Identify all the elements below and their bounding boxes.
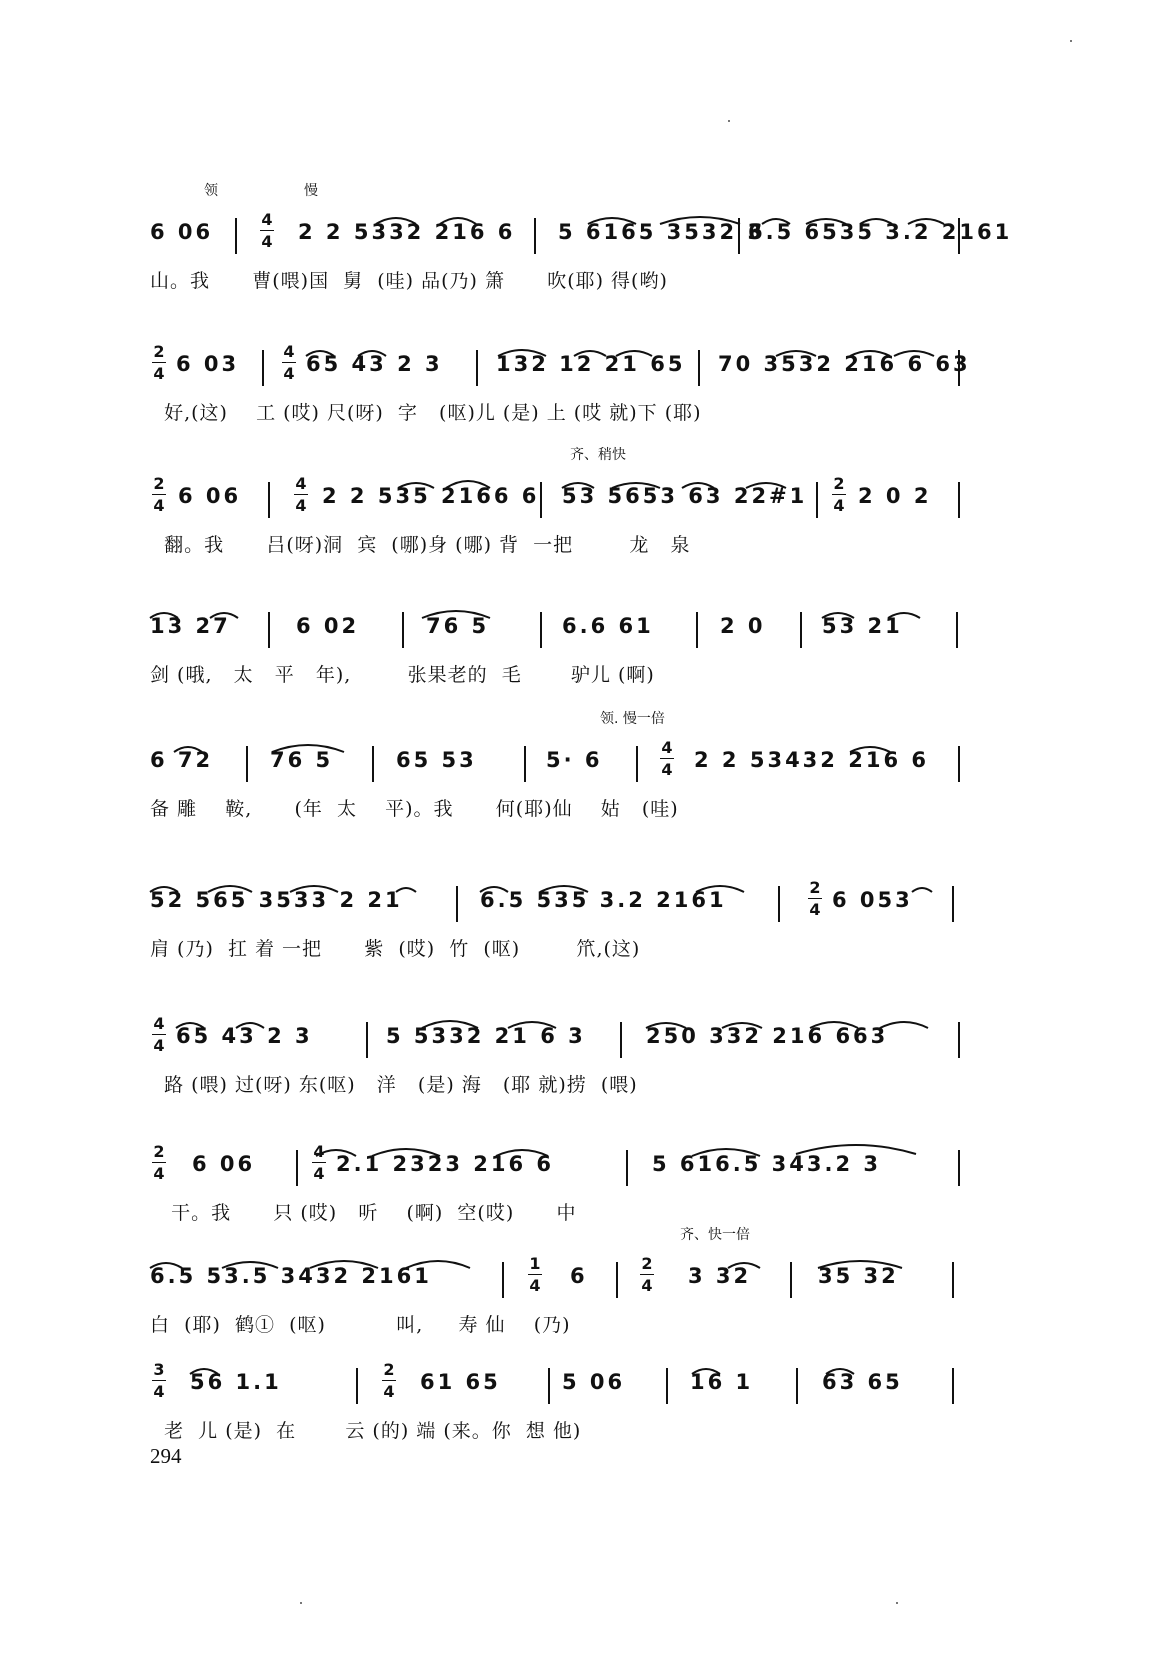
measure-notes: 61 65 xyxy=(420,1370,501,1394)
measure-notes: 5 5332 21 6 3 xyxy=(386,1024,586,1048)
measure-notes: 76 5 xyxy=(270,748,334,772)
measure-notes: 13 27 xyxy=(150,614,231,638)
barline xyxy=(366,1022,368,1058)
measure-notes: 53 5653 63 22#1 xyxy=(562,484,808,508)
measure-notes: 65 43 2 3 xyxy=(176,1024,313,1048)
measure-notes: 56 1.1 xyxy=(190,1370,282,1394)
barline xyxy=(540,612,542,648)
measure-notes: 65 53 xyxy=(396,748,477,772)
barline xyxy=(636,746,638,782)
barline xyxy=(952,1368,954,1404)
notation-line xyxy=(150,1360,1030,1406)
time-signature: 4 4 xyxy=(313,1142,325,1183)
measure-notes: 6 053 xyxy=(832,888,913,912)
performance-mark: 领. 慢一倍 xyxy=(600,711,665,727)
barline xyxy=(626,1150,628,1186)
notation-line xyxy=(150,1142,1030,1188)
notation-line xyxy=(150,474,1030,520)
measure-notes: 2 2 53432 216 6 xyxy=(694,748,929,772)
barline xyxy=(958,350,960,386)
time-signature: 4 4 xyxy=(153,1014,165,1055)
barline xyxy=(790,1262,792,1298)
time-signature: 2 4 xyxy=(383,1360,395,1401)
measure-notes: 6 02 xyxy=(296,614,360,638)
measure-notes: 6.6 61 xyxy=(562,614,654,638)
measure-notes: 5 616.5 343.2 3 xyxy=(652,1152,882,1176)
barline xyxy=(958,1022,960,1058)
time-signature: 4 4 xyxy=(661,738,673,779)
lyric-line: 路 (喂) 过(呀) 东(呕) 洋 (是) 海 (耶 就)捞 (喂) xyxy=(150,1074,638,1096)
lyric-line: 山。我 曹(喂)国 舅 (哇) 品(乃) 箫 吹(耶) 得(哟) xyxy=(150,270,668,292)
barline xyxy=(534,218,536,254)
time-signature: 2 4 xyxy=(153,474,165,515)
measure-notes: 2 2 5332 216 6 xyxy=(298,220,516,244)
time-signature: 3 4 xyxy=(153,1360,165,1401)
time-signature: 1 4 xyxy=(529,1254,541,1295)
barline xyxy=(524,746,526,782)
performance-marks xyxy=(150,444,1030,474)
barline xyxy=(268,612,270,648)
barline xyxy=(262,350,264,386)
slur-layer xyxy=(150,1142,1030,1188)
barline xyxy=(372,746,374,782)
barline xyxy=(235,218,237,254)
barline xyxy=(816,482,818,518)
scan-speck xyxy=(1070,40,1072,42)
barline xyxy=(796,1368,798,1404)
measure-notes: 63 65 xyxy=(822,1370,903,1394)
measure-notes: 2 0 2 xyxy=(858,484,932,508)
barline xyxy=(268,482,270,518)
performance-marks xyxy=(150,1224,1030,1254)
measure-notes: 65 43 2 3 xyxy=(306,352,443,376)
measure-notes: 6 72 xyxy=(150,748,214,772)
measure-notes: 6 06 xyxy=(178,484,242,508)
barline xyxy=(356,1368,358,1404)
barline xyxy=(738,218,740,254)
barline xyxy=(956,612,958,648)
measure-notes: 6.5 6535 3.2 2161 xyxy=(748,220,1013,244)
time-signature: 4 4 xyxy=(261,210,273,251)
barline xyxy=(778,886,780,922)
lyric-line: 白 (耶) 鹤① (呕) 叫, 寿 仙 (乃) xyxy=(150,1314,571,1336)
notation-line xyxy=(150,342,1030,388)
barline xyxy=(476,350,478,386)
time-signature: 2 4 xyxy=(833,474,845,515)
lyric-line: 肩 (乃) 扛 着 一把 紫 (哎) 竹 (呕) 笊,(这) xyxy=(150,938,641,960)
notation-line xyxy=(150,1254,1030,1300)
time-signature: 2 4 xyxy=(153,342,165,383)
barline xyxy=(456,886,458,922)
time-signature: 2 4 xyxy=(809,878,821,919)
lyric-line: 干。我 只 (哎) 听 (啊) 空(哎) 中 xyxy=(150,1202,577,1224)
barline xyxy=(548,1368,550,1404)
barline xyxy=(620,1022,622,1058)
barline xyxy=(502,1262,504,1298)
performance-marks xyxy=(150,180,1030,210)
performance-mark: 慢 xyxy=(304,183,318,199)
lyric-line: 剑 (哦, 太 平 年), 张果老的 毛 驴儿 (啊) xyxy=(150,664,655,686)
measure-notes: 76 5 xyxy=(426,614,490,638)
barline xyxy=(698,350,700,386)
barline xyxy=(952,1262,954,1298)
notation-line xyxy=(150,738,1030,784)
page-number: 294 xyxy=(150,1444,182,1468)
performance-mark: 领 xyxy=(204,183,218,199)
measure-notes: 16 1 xyxy=(690,1370,754,1394)
measure-notes: 5 06 xyxy=(562,1370,626,1394)
measure-notes: 6.5 535 3.2 2161 xyxy=(480,888,727,912)
time-signature: 4 4 xyxy=(283,342,295,383)
lyric-line: 备 雕 鞍, (年 太 平)。我 何(耶)仙 姑 (哇) xyxy=(150,798,679,820)
barline xyxy=(800,612,802,648)
lyric-line: 好,(这) 工 (哎) 尺(呀) 字 (呕)儿 (是) 上 (哎 就)下 (耶) xyxy=(150,402,702,424)
measure-notes: 3 32 xyxy=(688,1264,752,1288)
notation-line xyxy=(150,604,1030,650)
measure-notes: 5· 6 xyxy=(546,748,603,772)
measure-notes: 6 06 xyxy=(192,1152,256,1176)
barline xyxy=(958,1150,960,1186)
scan-speck xyxy=(728,120,730,122)
barline xyxy=(696,612,698,648)
scan-speck xyxy=(896,1602,898,1604)
measure-notes: 6 xyxy=(570,1264,588,1288)
lyric-line: 翻。我 吕(呀)洞 宾 (哪)身 (哪) 背 一把 龙 泉 xyxy=(150,534,691,556)
lyric-line: 老 儿 (是) 在 云 (的) 端 (来。你 想 他) xyxy=(150,1420,582,1442)
measure-notes: 2.1 2323 216 6 xyxy=(336,1152,555,1176)
measure-notes: 5 6165 3532 3 xyxy=(558,220,766,244)
time-signature: 2 4 xyxy=(153,1142,165,1183)
barline xyxy=(402,612,404,648)
measure-notes: 132 12 21 65 xyxy=(496,352,686,376)
performance-mark: 齐、稍快 xyxy=(570,447,626,463)
barline xyxy=(958,218,960,254)
barline xyxy=(296,1150,298,1186)
measure-notes: 2 0 xyxy=(720,614,766,638)
notation-line xyxy=(150,1014,1030,1060)
measure-notes: 6 03 xyxy=(176,352,240,376)
measure-notes: 6 06 xyxy=(150,220,214,244)
barline xyxy=(958,746,960,782)
measure-notes: 35 32 xyxy=(818,1264,899,1288)
measure-notes: 6.5 53.5 3432 2161 xyxy=(150,1264,432,1288)
scan-speck xyxy=(300,1602,302,1604)
measure-notes: 53 21 xyxy=(822,614,903,638)
time-signature: 2 4 xyxy=(641,1254,653,1295)
barline xyxy=(540,482,542,518)
measure-notes: 2 2 535 2166 6 xyxy=(322,484,540,508)
barline xyxy=(958,482,960,518)
barline xyxy=(616,1262,618,1298)
measure-notes: 70 3532 216 6 63 xyxy=(718,352,971,376)
performance-marks xyxy=(150,708,1030,738)
barline xyxy=(666,1368,668,1404)
notation-line xyxy=(150,878,1030,924)
time-signature: 4 4 xyxy=(295,474,307,515)
measure-notes: 52 565 3533 2 21 xyxy=(150,888,403,912)
performance-mark: 齐、快一倍 xyxy=(680,1227,750,1243)
barline xyxy=(952,886,954,922)
notation-line xyxy=(150,210,1030,256)
barline xyxy=(246,746,248,782)
measure-notes: 250 332 216 663 xyxy=(646,1024,889,1048)
